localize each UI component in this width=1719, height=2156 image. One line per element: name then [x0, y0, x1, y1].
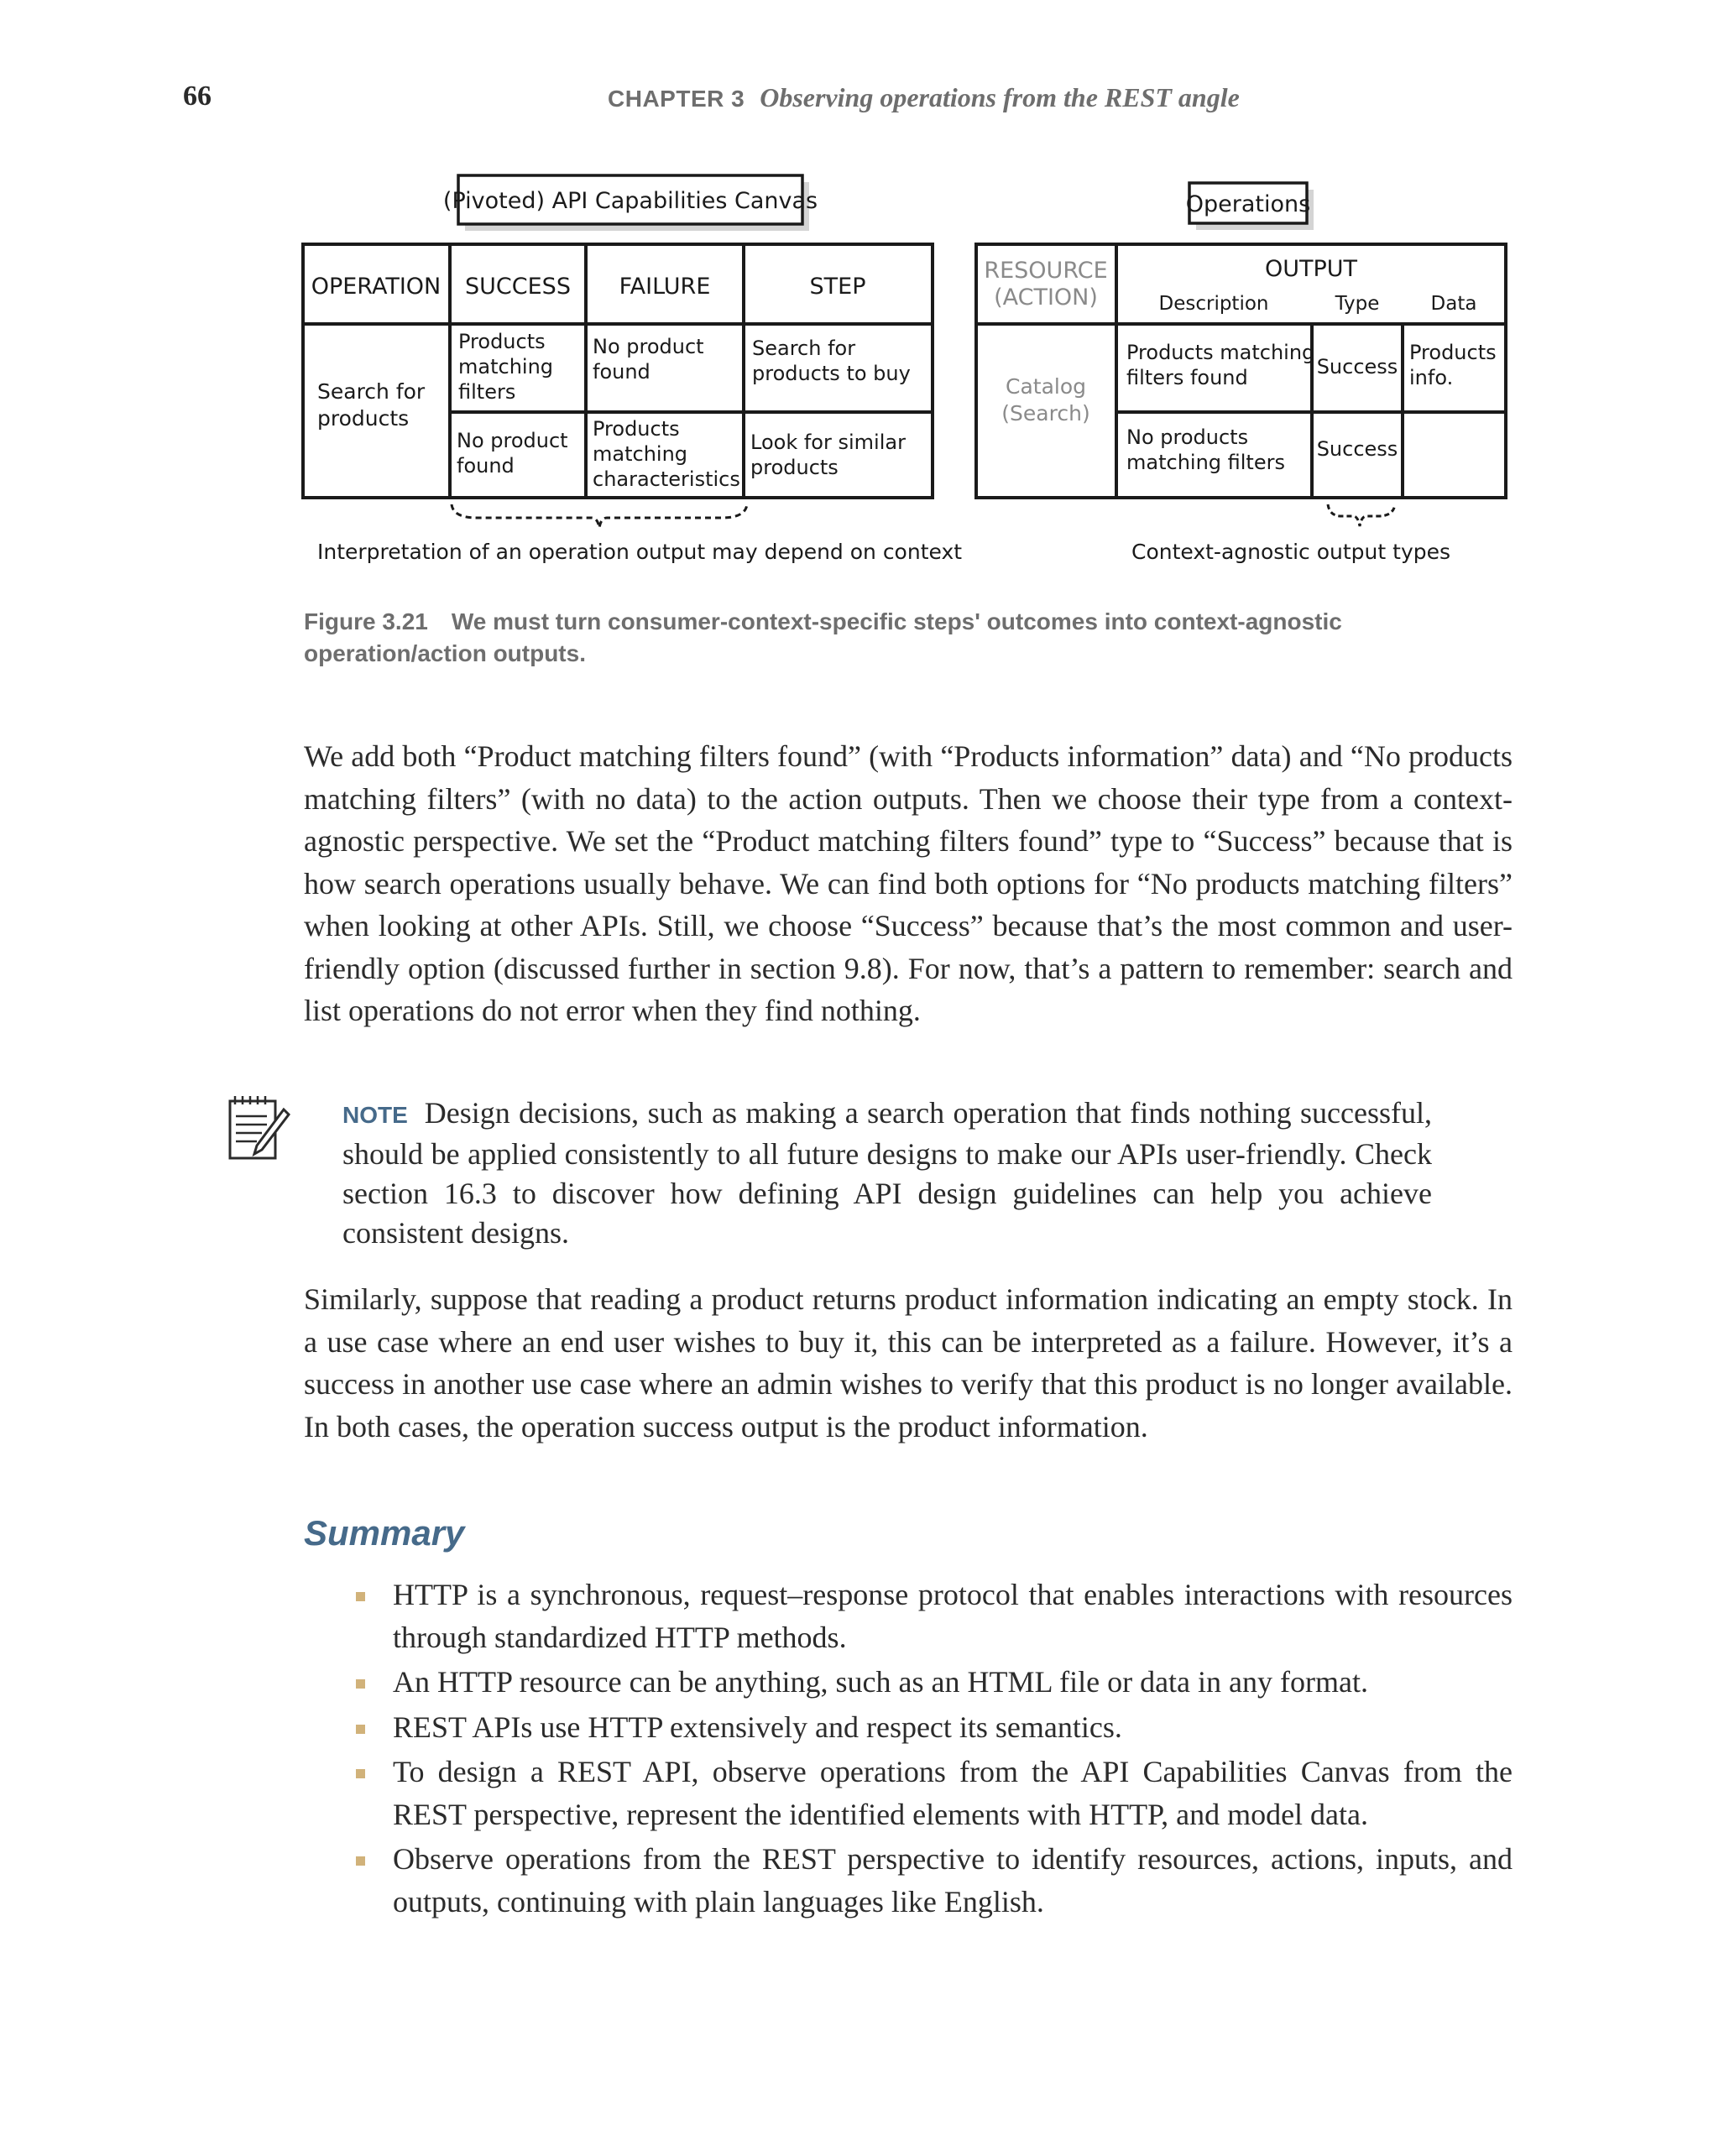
resource-action-header: RESOURCE (ACTION) [984, 258, 1108, 311]
note-block [342, 1094, 1432, 1253]
body-paragraph-2: Similarly, suppose that reading a product returns product information indicating an empty stock. In a use case where an end user wishes to buy it, this can be interpreted as a failure. However, it’s a success in another use case where an admin wishes to verify that this product is no longer available. In both cases, the operation success output is the product information. [304, 1282, 1513, 1443]
bullet-icon [356, 1769, 365, 1778]
figure-caption-text: We must turn consumer-context-specific steps' outcomes into context-agnostic operation/action outputs. [304, 608, 1342, 666]
summary-item [304, 1838, 1513, 1923]
header-failure: FAILURE [619, 274, 711, 300]
resource-cell: Catalog (Search) [1001, 374, 1090, 425]
figure-caption-number: Figure 3.21 [304, 608, 428, 634]
summary-item-text: HTTP is a synchronous, request–response protocol that enables interactions with resources through standardized HTTP methods. [393, 1578, 1513, 1654]
bullet-icon [356, 1856, 365, 1866]
summary-item-text: REST APIs use HTTP extensively and respect its semantics. [393, 1710, 1122, 1744]
summary-item [304, 1751, 1513, 1835]
header-step: STEP [809, 274, 866, 300]
header-success: SUCCESS [465, 274, 571, 300]
bullet-icon [356, 1725, 365, 1734]
running-header-chapter: CHAPTER 3 [608, 86, 745, 112]
summary-heading: Summary [304, 1513, 465, 1553]
failure-cell-1: No product found [593, 335, 704, 384]
figure-3-21 [285, 172, 1511, 583]
right-canvas-title: Operations [1185, 191, 1311, 217]
bullet-icon [356, 1679, 365, 1689]
left-annotation: Interpretation of an operation output may depend on context [317, 540, 963, 564]
summary-item [304, 1574, 1513, 1658]
summary-item-text: Observe operations from the REST perspective to identify resources, actions, inputs, and outputs, continuing with plain languages like English. [393, 1842, 1513, 1918]
summary-item-text: To design a REST API, observe operations from the API Capabilities Canvas from the REST perspective, represent the identified elements with HTTP, and model data. [393, 1755, 1513, 1831]
body-paragraph-1: We add both “Product matching filters found” (with “Products information” data) and “No products matching filters” (with no data) to the action outputs. Then we choose their type from a context-agnostic perspective. We set the “Product matching filters found” type to “Success” because that is how search operations usually behave. We can find both options for “No products matching filters” when looking at other APIs. Still, we choose “Success” because that’s the most common and user-friendly option (discussed further in section 9.8). For now, that’s a pattern to remember: search and list operations do not error when they find nothing. [304, 739, 1513, 1027]
data-cell-1: Products info. [1409, 341, 1497, 389]
success-cell-2: No product found [457, 429, 568, 478]
subheader-data: Data [1430, 293, 1477, 315]
summary-item [304, 1661, 1513, 1704]
left-brace [452, 504, 747, 528]
step-cell-2: Look for similar products [750, 431, 906, 479]
running-header-title: Observing operations from the REST angle [760, 82, 1240, 112]
output-header: OUTPUT [1264, 256, 1358, 282]
step-cell-1: Search for products to buy [752, 337, 911, 385]
bullet-icon [356, 1592, 365, 1601]
summary-item [304, 1706, 1513, 1749]
running-header [608, 82, 1240, 113]
note-label: NOTE [342, 1102, 408, 1128]
description-cell-2: No products matching filters [1126, 425, 1285, 474]
right-annotation: Context-agnostic output types [1131, 540, 1451, 564]
summary-item-text: An HTTP resource can be anything, such as an HTML file or data in any format. [393, 1665, 1368, 1699]
page-number: 66 [183, 81, 212, 112]
subheader-type: Type [1335, 293, 1380, 315]
description-cell-1: Products matching filters found [1126, 341, 1315, 389]
success-cell-1: Products matching filters [458, 330, 554, 404]
summary-list [304, 1574, 1513, 1925]
header-operation: OPERATION [311, 274, 442, 300]
subheader-description: Description [1158, 293, 1269, 315]
type-cell-1: Success [1316, 355, 1398, 378]
left-canvas-title: (Pivoted) API Capabilities Canvas [442, 188, 818, 214]
notepad-icon [227, 1093, 290, 1163]
failure-cell-2: Products matching characteristics [593, 417, 740, 491]
right-brace [1328, 504, 1395, 526]
type-cell-2: Success [1316, 437, 1398, 461]
figure-caption [304, 606, 1412, 670]
note-text: Design decisions, such as making a search operation that finds nothing successful, should be applied consistently to all future designs to make our APIs user-friendly. Check section 16.3 to discover how defining API design guidelines can help you achieve consistent designs. [342, 1096, 1432, 1250]
operation-cell: Search for products [317, 379, 426, 431]
